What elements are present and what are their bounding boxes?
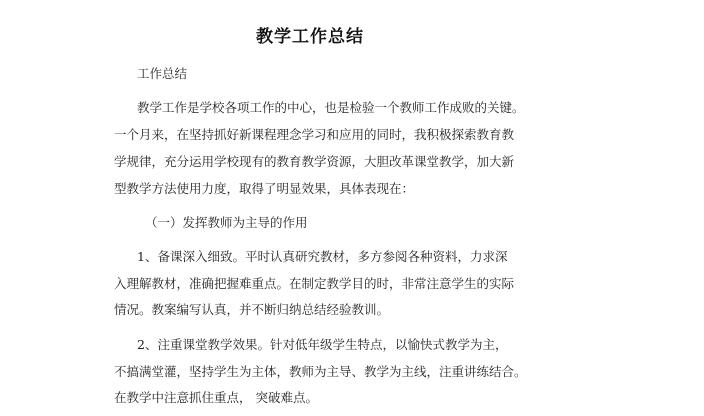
document-title: 教学工作总结 <box>256 27 364 47</box>
item-2-line-3: 在教学中注意抓住重点， 突破难点。 <box>114 390 318 405</box>
document-subtitle: 工作总结 <box>137 66 188 81</box>
paragraph-1-line-2: 一个月来，在坚持抓好新课程理念学习和应用的同时，我积极探索教育教 <box>114 127 515 142</box>
item-2-line-1: 2、注重课堂教学效果。针对低年级学生特点，以愉快式教学为主， <box>137 337 508 352</box>
item-1-line-1: 1、备课深入细致。平时认真研究教材，多方参阅各种资料，力求深 <box>137 249 508 264</box>
paragraph-1-line-4: 型教学方法使用力度，取得了明显效果，具体表现在： <box>114 181 415 196</box>
paragraph-1-line-1: 教学工作是学校各项工作的中心，也是检验一个教师工作成败的关键。 <box>137 100 525 115</box>
paragraph-1-line-3: 学规律，充分运用学校现有的教育教学资源，大胆改革课堂教学，加大新 <box>114 154 515 169</box>
item-1-line-2: 入理解教材，准确把握难重点。在制定教学目的时，非常注意学生的实际 <box>114 276 515 291</box>
item-1-line-3: 情况。教案编写认真，并不断归纳总结经验教训。 <box>114 302 390 317</box>
section-heading: （一）发挥教师为主导的作用 <box>145 215 308 230</box>
item-2-line-2: 不搞满堂灌，坚持学生为主体，教师为主导、教学为主线，注重讲练结合。 <box>114 364 527 379</box>
